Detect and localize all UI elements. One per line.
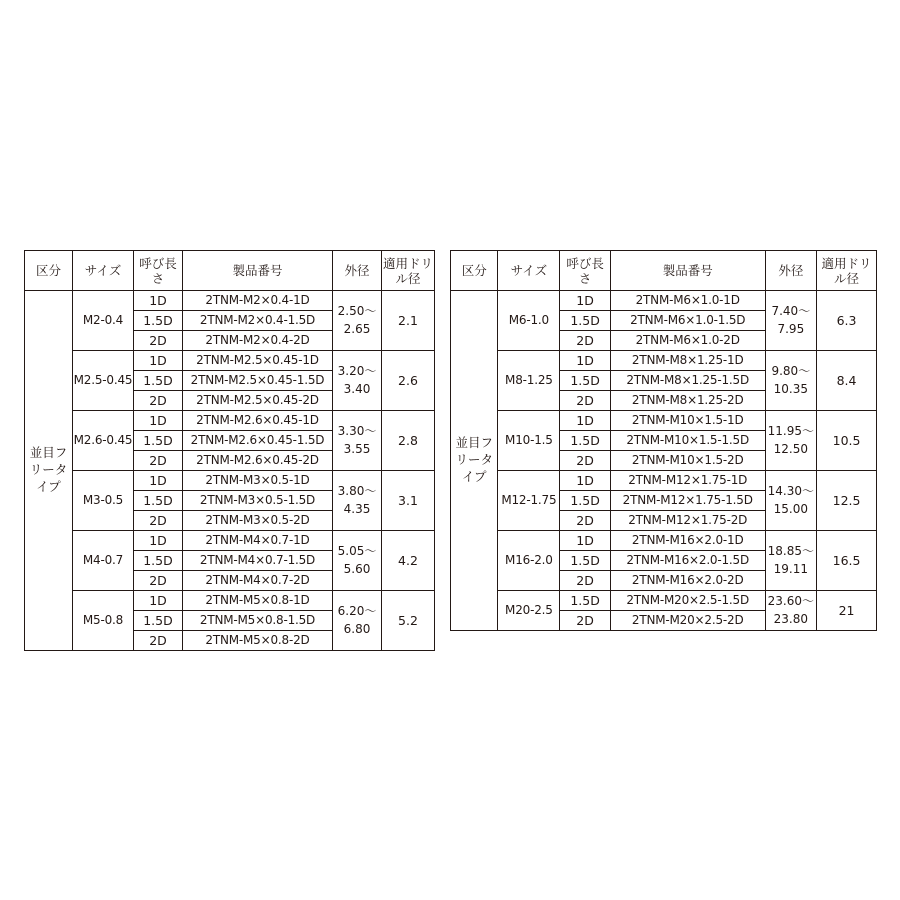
header-drill-diameter: 適用ドリル径 — [382, 251, 435, 291]
length-cell: 2D — [560, 611, 611, 631]
part-number-cell: 2TNM-M10×1.5-1D — [610, 411, 765, 431]
drill-diameter-cell: 2.6 — [382, 351, 435, 411]
part-number-cell: 2TNM-M3×0.5-2D — [183, 511, 333, 531]
length-cell: 1D — [134, 291, 183, 311]
header-size: サイズ — [73, 251, 134, 291]
header-row — [451, 251, 877, 291]
header-row — [25, 251, 435, 291]
outer-diameter-cell: 9.80〜10.35 — [765, 351, 817, 411]
drill-diameter-cell: 10.5 — [817, 411, 877, 471]
part-number-cell: 2TNM-M16×2.0-2D — [610, 571, 765, 591]
size-cell: M5-0.8 — [73, 591, 134, 651]
length-cell: 1.5D — [134, 491, 183, 511]
length-cell: 2D — [560, 331, 611, 351]
length-cell: 1.5D — [134, 311, 183, 331]
part-number-cell: 2TNM-M2×0.4-1.5D — [183, 311, 333, 331]
table-row — [451, 531, 877, 551]
size-cell: M4-0.7 — [73, 531, 134, 591]
drill-diameter-cell: 21 — [817, 591, 877, 631]
length-cell: 1.5D — [560, 311, 611, 331]
table-row — [451, 591, 877, 611]
table-row — [451, 411, 877, 431]
part-number-cell: 2TNM-M20×2.5-1.5D — [610, 591, 765, 611]
length-cell: 1.5D — [134, 551, 183, 571]
length-cell: 2D — [134, 391, 183, 411]
part-number-cell: 2TNM-M2.6×0.45-1.5D — [183, 431, 333, 451]
drill-diameter-cell: 2.8 — [382, 411, 435, 471]
length-cell: 1D — [134, 351, 183, 371]
length-cell: 1.5D — [134, 611, 183, 631]
drill-diameter-cell: 3.1 — [382, 471, 435, 531]
table-row — [25, 591, 435, 611]
part-number-cell: 2TNM-M8×1.25-2D — [610, 391, 765, 411]
outer-diameter-cell: 3.80〜4.35 — [333, 471, 382, 531]
length-cell: 1.5D — [134, 371, 183, 391]
table-row — [25, 351, 435, 371]
length-cell: 1.5D — [560, 431, 611, 451]
length-cell: 2D — [134, 511, 183, 531]
length-cell: 1.5D — [560, 591, 611, 611]
length-cell: 1D — [560, 291, 611, 311]
part-number-cell: 2TNM-M6×1.0-1.5D — [610, 311, 765, 331]
size-cell: M12-1.75 — [498, 471, 560, 531]
category-cell: 並目フリータイプ — [25, 291, 73, 651]
size-cell: M2.6-0.45 — [73, 411, 134, 471]
size-cell: M8-1.25 — [498, 351, 560, 411]
outer-diameter-cell: 14.30〜15.00 — [765, 471, 817, 531]
part-number-cell: 2TNM-M10×1.5-2D — [610, 451, 765, 471]
header-drill-diameter: 適用ドリル径 — [817, 251, 877, 291]
size-cell: M10-1.5 — [498, 411, 560, 471]
header-category: 区分 — [25, 251, 73, 291]
length-cell: 2D — [134, 571, 183, 591]
drill-diameter-cell: 2.1 — [382, 291, 435, 351]
header-length: 呼び長さ — [134, 251, 183, 291]
spec-table-right — [450, 250, 877, 631]
size-cell: M3-0.5 — [73, 471, 134, 531]
part-number-cell: 2TNM-M12×1.75-1.5D — [610, 491, 765, 511]
part-number-cell: 2TNM-M4×0.7-1D — [183, 531, 333, 551]
length-cell: 1D — [560, 411, 611, 431]
table-row — [25, 411, 435, 431]
outer-diameter-cell: 18.85〜19.11 — [765, 531, 817, 591]
part-number-cell: 2TNM-M2×0.4-2D — [183, 331, 333, 351]
part-number-cell: 2TNM-M5×0.8-1.5D — [183, 611, 333, 631]
length-cell: 2D — [134, 451, 183, 471]
part-number-cell: 2TNM-M2×0.4-1D — [183, 291, 333, 311]
part-number-cell: 2TNM-M2.6×0.45-1D — [183, 411, 333, 431]
size-cell: M6-1.0 — [498, 291, 560, 351]
length-cell: 1.5D — [134, 431, 183, 451]
part-number-cell: 2TNM-M2.6×0.45-2D — [183, 451, 333, 471]
length-cell: 2D — [134, 631, 183, 651]
table-row — [451, 351, 877, 371]
part-number-cell: 2TNM-M2.5×0.45-2D — [183, 391, 333, 411]
table-row — [25, 291, 435, 311]
table-row — [451, 471, 877, 491]
part-number-cell: 2TNM-M10×1.5-1.5D — [610, 431, 765, 451]
drill-diameter-cell: 4.2 — [382, 531, 435, 591]
outer-diameter-cell: 23.60〜23.80 — [765, 591, 817, 631]
size-cell: M16-2.0 — [498, 531, 560, 591]
part-number-cell: 2TNM-M8×1.25-1D — [610, 351, 765, 371]
length-cell: 1.5D — [560, 371, 611, 391]
outer-diameter-cell: 5.05〜5.60 — [333, 531, 382, 591]
part-number-cell: 2TNM-M5×0.8-2D — [183, 631, 333, 651]
drill-diameter-cell: 12.5 — [817, 471, 877, 531]
part-number-cell: 2TNM-M5×0.8-1D — [183, 591, 333, 611]
length-cell: 2D — [560, 451, 611, 471]
outer-diameter-cell: 7.40〜7.95 — [765, 291, 817, 351]
spec-table-left — [24, 250, 435, 651]
part-number-cell: 2TNM-M4×0.7-1.5D — [183, 551, 333, 571]
drill-diameter-cell: 5.2 — [382, 591, 435, 651]
part-number-cell: 2TNM-M8×1.25-1.5D — [610, 371, 765, 391]
category-cell: 並目フリータイプ — [451, 291, 498, 631]
header-outer-diameter: 外径 — [333, 251, 382, 291]
part-number-cell: 2TNM-M2.5×0.45-1D — [183, 351, 333, 371]
length-cell: 1D — [560, 351, 611, 371]
length-cell: 2D — [560, 571, 611, 591]
part-number-cell: 2TNM-M6×1.0-1D — [610, 291, 765, 311]
length-cell: 1D — [560, 531, 611, 551]
header-size: サイズ — [498, 251, 560, 291]
drill-diameter-cell: 16.5 — [817, 531, 877, 591]
length-cell: 1D — [560, 471, 611, 491]
header-outer-diameter: 外径 — [765, 251, 817, 291]
part-number-cell: 2TNM-M2.5×0.45-1.5D — [183, 371, 333, 391]
part-number-cell: 2TNM-M16×2.0-1D — [610, 531, 765, 551]
part-number-cell: 2TNM-M6×1.0-2D — [610, 331, 765, 351]
part-number-cell: 2TNM-M3×0.5-1.5D — [183, 491, 333, 511]
header-part-number: 製品番号 — [610, 251, 765, 291]
part-number-cell: 2TNM-M12×1.75-2D — [610, 511, 765, 531]
outer-diameter-cell: 3.30〜3.55 — [333, 411, 382, 471]
size-cell: M2-0.4 — [73, 291, 134, 351]
part-number-cell: 2TNM-M3×0.5-1D — [183, 471, 333, 491]
length-cell: 1D — [134, 591, 183, 611]
part-number-cell: 2TNM-M4×0.7-2D — [183, 571, 333, 591]
header-length: 呼び長さ — [560, 251, 611, 291]
size-cell: M20-2.5 — [498, 591, 560, 631]
length-cell: 2D — [134, 331, 183, 351]
header-category: 区分 — [451, 251, 498, 291]
size-cell: M2.5-0.45 — [73, 351, 134, 411]
part-number-cell: 2TNM-M16×2.0-1.5D — [610, 551, 765, 571]
length-cell: 1.5D — [560, 551, 611, 571]
length-cell: 1D — [134, 471, 183, 491]
part-number-cell: 2TNM-M12×1.75-1D — [610, 471, 765, 491]
table-row — [25, 531, 435, 551]
header-part-number: 製品番号 — [183, 251, 333, 291]
outer-diameter-cell: 2.50〜2.65 — [333, 291, 382, 351]
length-cell: 1.5D — [560, 491, 611, 511]
table-row — [25, 471, 435, 491]
outer-diameter-cell: 11.95〜12.50 — [765, 411, 817, 471]
part-number-cell: 2TNM-M20×2.5-2D — [610, 611, 765, 631]
drill-diameter-cell: 8.4 — [817, 351, 877, 411]
length-cell: 2D — [560, 511, 611, 531]
length-cell: 2D — [560, 391, 611, 411]
table-row — [451, 291, 877, 311]
outer-diameter-cell: 3.20〜3.40 — [333, 351, 382, 411]
length-cell: 1D — [134, 531, 183, 551]
drill-diameter-cell: 6.3 — [817, 291, 877, 351]
length-cell: 1D — [134, 411, 183, 431]
outer-diameter-cell: 6.20〜6.80 — [333, 591, 382, 651]
